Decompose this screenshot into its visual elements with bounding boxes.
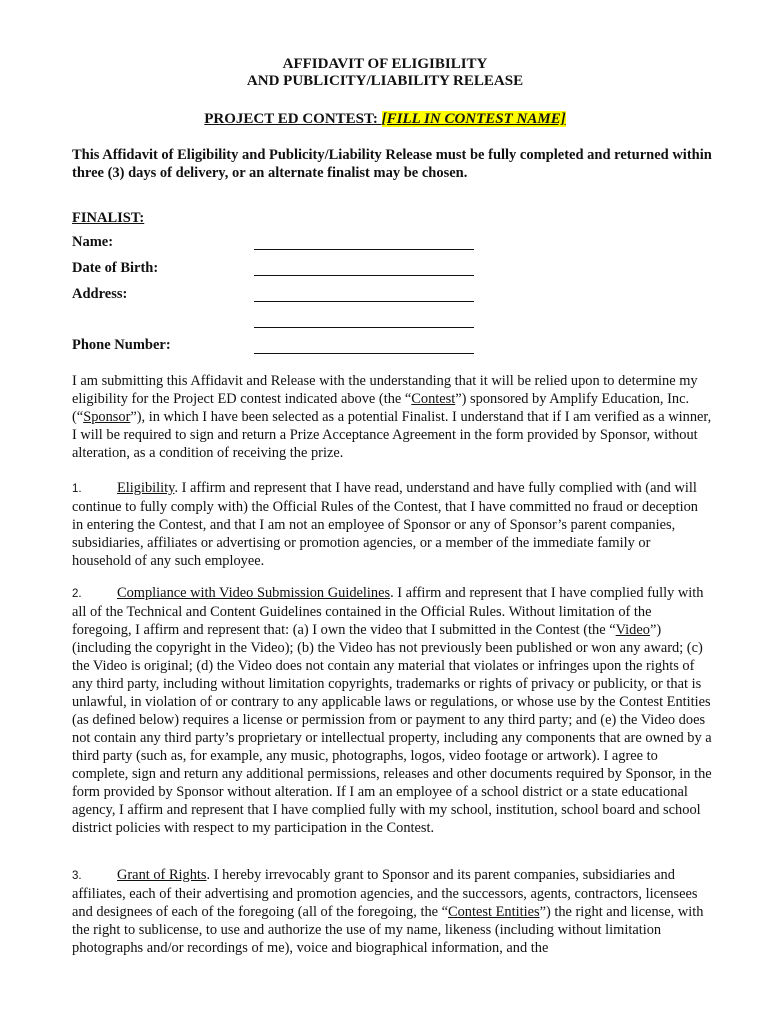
section-number: 2. [72,588,82,600]
term-video: Video [615,622,650,638]
contest-name-placeholder[interactable]: [FILL IN CONTEST NAME] [381,111,566,127]
term-sponsor: Sponsor [83,409,131,425]
address-label: Address: [72,286,128,302]
contest-prefix: PROJECT ED CONTEST: [204,111,382,127]
title-line-2: AND PUBLICITY/LIABILITY RELEASE [246,73,524,89]
phone-field[interactable] [254,353,474,354]
intro-paragraph: This Affidavit of Eligibility and Publicity/Liability Release must be fully completed and returned within three (3) days of delivery, or an alternate finalist may be chosen. [72,147,712,181]
section-number: 1. [72,483,82,495]
section-heading: Eligibility [117,480,175,496]
section-heading: Grant of Rights [117,867,207,883]
contest-line [0,111,770,128]
section-number: 3. [72,870,82,882]
section-video-compliance: 2. Compliance with Video Submission Guidelines. I affirm and represent that I have complied fully with all of the Technical and Content Guidelines contained in the Official Rules. Without limitation of the foregoing, I affirm and represent that: (a) I own the video that I submitted in the Contest (the “Video”) (including the copyright in the Video); (b) the Video has not previously been published or won any award; (c) the Video is original; (d) the Video does not contain any material that violates or infringes upon the rights of any third party, including without limitation copyrights, trademarks or rights of privacy or publicity, or that is unlawful, in violation of or contrary to any applicable laws or regulations, or whose use by the Contest Entities (as defined below) requires a license or permission from or payment to any third party; and (e) the Video does not contain any third party’s proprietary or intellectual property, including any components that are owned by a third party (such as, for example, any music, photographs, logos, video footage or artwork). I agree to complete, sign and return any additional permissions, releases and other documents required by Sponsor, in the form provided by Sponsor without alteration. If I am an employee of a school district or a state educational agency, I affirm and represent that I have complied fully with my school, institution, school board and school district policies with respect to my participation in the Contest. [72,585,712,836]
address-field-line-2[interactable] [254,327,474,328]
opening-paragraph: I am submitting this Affidavit and Release with the understanding that it will be relied upon to determine my eligibility for the Project ED contest indicated above (the “Contest”) sponsored by Amplify Education, Inc. (“Sponsor”), in which I have been selected as a potential Finalist. I understand that if I am verified as a winner, I will be required to sign and return a Prize Acceptance Agreement in the form provided by Sponsor, without alteration, as a condition of receiving the prize. [72,373,712,461]
section-heading: Compliance with Video Submission Guidelines [117,585,391,601]
finalist-heading: FINALIST: [72,210,145,226]
term-contest-entities: Contest Entities [448,904,540,920]
name-field[interactable] [254,249,474,250]
dob-field[interactable] [254,275,474,276]
term-contest: Contest [411,391,456,407]
title-line-1: AFFIDAVIT OF ELIGIBILITY [282,56,488,72]
name-label: Name: [72,234,114,250]
section-eligibility: 1. Eligibility. I affirm and represent that I have read, understand and have fully complied with (and will continue to fully comply with) the Official Rules of the Contest, that I have committed no fraud or deception in entering the Contest, and that I am not an employee of Sponsor or any of Sponsor’s parent companies, subsidiaries, affiliates or advertising or promotion agencies, or a member of the immediate family or household of any such employee. [72,480,698,569]
phone-label: Phone Number: [72,337,171,353]
section-grant-of-rights: 3. Grant of Rights. I hereby irrevocably grant to Sponsor and its parent companies, subsidiaries and affiliates, each of their advertising and promotion agencies, and the successors, agents, contractors, licensees and designees of each of the foregoing (all of the foregoing, the “Contest Entities”) the right and license, with the right to sublicense, to use and authorize the use of my name, likeness (including without limitation photographs and/or recordings of me), voice and biographical information, and the [72,867,704,956]
address-field-line-1[interactable] [254,301,474,302]
document-title [0,56,770,90]
dob-label: Date of Birth: [72,260,159,276]
